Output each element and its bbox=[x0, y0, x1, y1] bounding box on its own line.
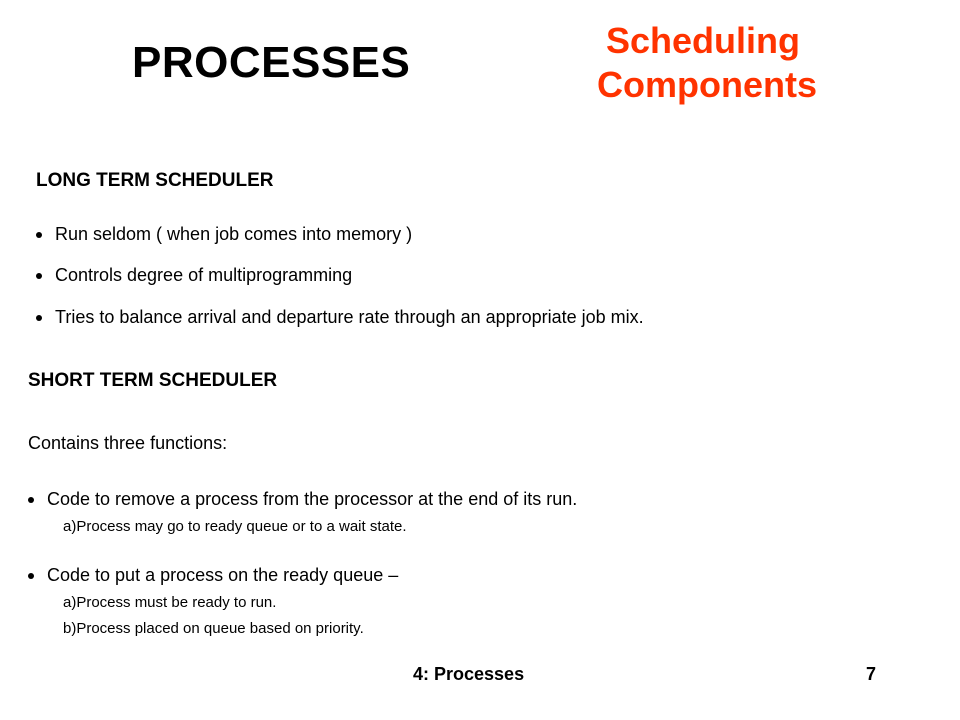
bullet-text: Run seldom ( when job comes into memory ) bbox=[55, 224, 413, 244]
long-term-bullet-2 bbox=[36, 265, 352, 286]
short-term-item-1-sub-a: a)Process may go to ready queue or to a wait state. bbox=[63, 518, 407, 535]
short-term-heading: SHORT TERM SCHEDULER bbox=[28, 370, 278, 391]
bullet-dot bbox=[36, 315, 42, 321]
footer-label: 4: Processes bbox=[413, 664, 525, 684]
short-term-item-2 bbox=[28, 565, 398, 586]
bullet-text: Tries to balance arrival and departure rate through an appropriate job mix. bbox=[55, 307, 644, 327]
bullet-dot bbox=[28, 497, 34, 503]
subtitle-line-1: Scheduling bbox=[606, 20, 801, 61]
long-term-bullet-1 bbox=[36, 224, 412, 245]
short-term-item-2-sub-b: b)Process placed on queue based on priority. bbox=[63, 620, 364, 637]
page-number: 7 bbox=[866, 664, 877, 684]
bullet-dot bbox=[28, 573, 34, 579]
subtitle-line-2: Components bbox=[597, 64, 817, 105]
short-term-intro: Contains three functions: bbox=[28, 433, 228, 453]
short-term-item-1 bbox=[28, 489, 577, 510]
short-term-item-2-sub-a: a)Process must be ready to run. bbox=[63, 594, 277, 611]
bullet-text: Controls degree of multiprogramming bbox=[55, 265, 353, 285]
slide-title: PROCESSES bbox=[132, 38, 411, 87]
bullet-dot bbox=[36, 273, 42, 279]
bullet-text: Code to put a process on the ready queue – bbox=[47, 565, 399, 585]
bullet-text: Code to remove a process from the processor at the end of its run. bbox=[47, 489, 578, 509]
bullet-dot bbox=[36, 232, 42, 238]
long-term-heading: LONG TERM SCHEDULER bbox=[36, 170, 274, 191]
long-term-bullet-3 bbox=[36, 307, 644, 328]
